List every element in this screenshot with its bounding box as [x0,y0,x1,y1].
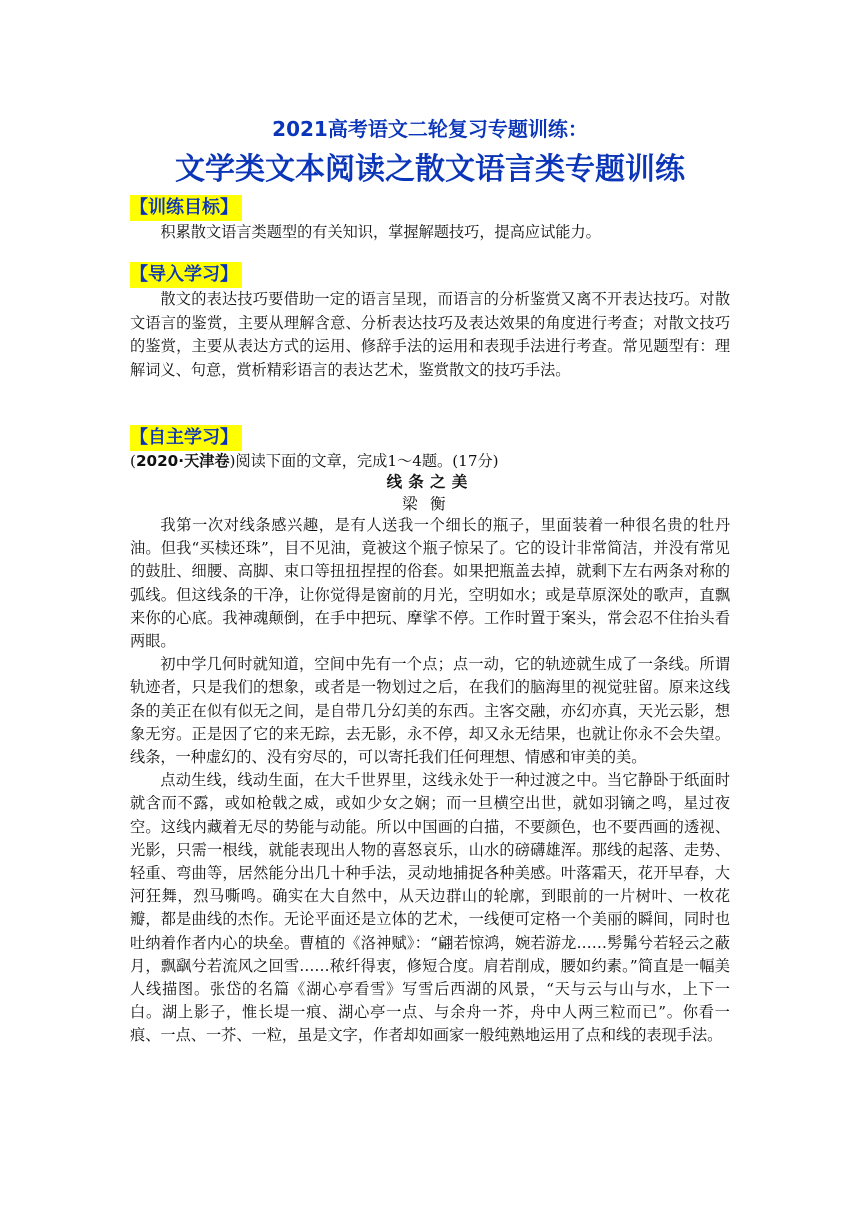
source-prefix: ( [130,452,136,470]
document-title: 文学类文本阅读之散文语言类专题训练 [175,152,685,187]
document-subtitle: 2021高考语文二轮复习专题训练： [272,117,588,141]
goal-text: 积累散文语言类题型的有关知识，掌握解题技巧，提高应试能力。 [160,223,601,241]
article-paragraph: 我第一次对线条感兴趣，是有人送我一个细长的瓶子，里面装着一种很名贵的牡丹油。但我“买椟还珠”，目不见油，竟被这个瓶子惊呆了。它的设计非常简洁，并没有常见的鼓肚、细腰、高脚、束口等扭扭捏捏的俗套。如果把瓶盖去掉，就剩下左右两条对称的弧线。但这线条的干净，让你觉得是窗前的月光，空明如水；或是草原深处的歌声，直飘来你的心底。我神魂颠倒，在手中把玩、摩挲不停。工作时置于案头，常会忍不住抬头看两眼。 [130,516,730,651]
article-author-line [0,492,860,516]
article-paragraph: 初中学几何时就知道，空间中先有一个点；点一动，它的轨迹就生成了一条线。所谓轨迹者，只是我们的想象，或者是一物划过之后，在我们的脑海里的视觉驻留。原来这线条的美正在似有似无之间，是自带几分幻美的东西。主客交融，亦幻亦真，天光云影，想象无穷。正是因了它的来无踪，去无影，永不停，却又永无结果，也就让你永不会失望。线条，一种虚幻的、没有穷尽的，可以寄托我们任何理想、情感和审美的美。 [130,655,730,767]
article-paragraph: 点动生线，线动生面，在大千世界里，这线永处于一种过渡之中。当它静卧于纸面时就含而不露，或如枪戟之威，或如少女之娴；而一旦横空出世，就如羽镝之鸣，星过夜空。这线内藏着无尽的势能与动能。所以中国画的白描，不要颜色，也不要西画的透视、光影，只需一根线，就能表现出人物的喜怒哀乐，山水的磅礴雄浑。那线的起落、走势、轻重、弯曲等，居然能分出几十种手法，灵动地捕捉各种美感。叶落霜天，花开早春，大河狂舞，烈马嘶鸣。确实在大自然中，从天边群山的轮廓，到眼前的一片树叶、一枚花瓣，都是曲线的杰作。无论平面还是立体的艺术，一线便可定格一个美丽的瞬间，同时也吐纳着作者内心的块垒。曹植的《洛神赋》：“翩若惊鸿，婉若游龙……髣髴兮若轻云之蔽月，飘飖兮若流风之回雪……秾纤得衷，修短合度。肩若削成，腰如约素。”简直是一幅美人线描图。张岱的名篇《湖心亭看雪》写雪后西湖的风景，“天与云与山与水，上下一白。湖上影子，惟长堤一痕、湖心亭一点、与余舟一芥，舟中人两三粒而已”。你看一痕、一点、一芥、一粒，虽是文字，作者却如画家一般纯熟地运用了点和线的表现手法。 [130,771,730,1045]
source-instruction: )阅读下面的文章，完成1～4题。(17分) [229,452,499,470]
intro-text: 散文的表达技巧要借助一定的语言呈现，而语言的分析鉴赏又离不开表达技巧。对散文语言的鉴赏，主要从理解含意、分析表达技巧及表达效果的角度进行考查；对散文技巧的鉴赏，主要从表达方式的运用、修辞手法的运用和表现手法进行考查。常见题型有：理解词义、句意，赏析精彩语言的表达艺术，鉴赏散文的技巧手法。 [130,290,730,379]
section-label-self-study: 【自主学习】 [130,425,242,451]
article-title: 线条之美 [386,473,474,491]
article-title-line [0,470,860,494]
article-body [130,514,730,1048]
section-label-intro: 【导入学习】 [130,262,242,288]
source-exam: 2020·天津卷 [135,452,230,470]
section-label-goal: 【训练目标】 [130,195,242,221]
article-author: 梁衡 [402,495,458,513]
